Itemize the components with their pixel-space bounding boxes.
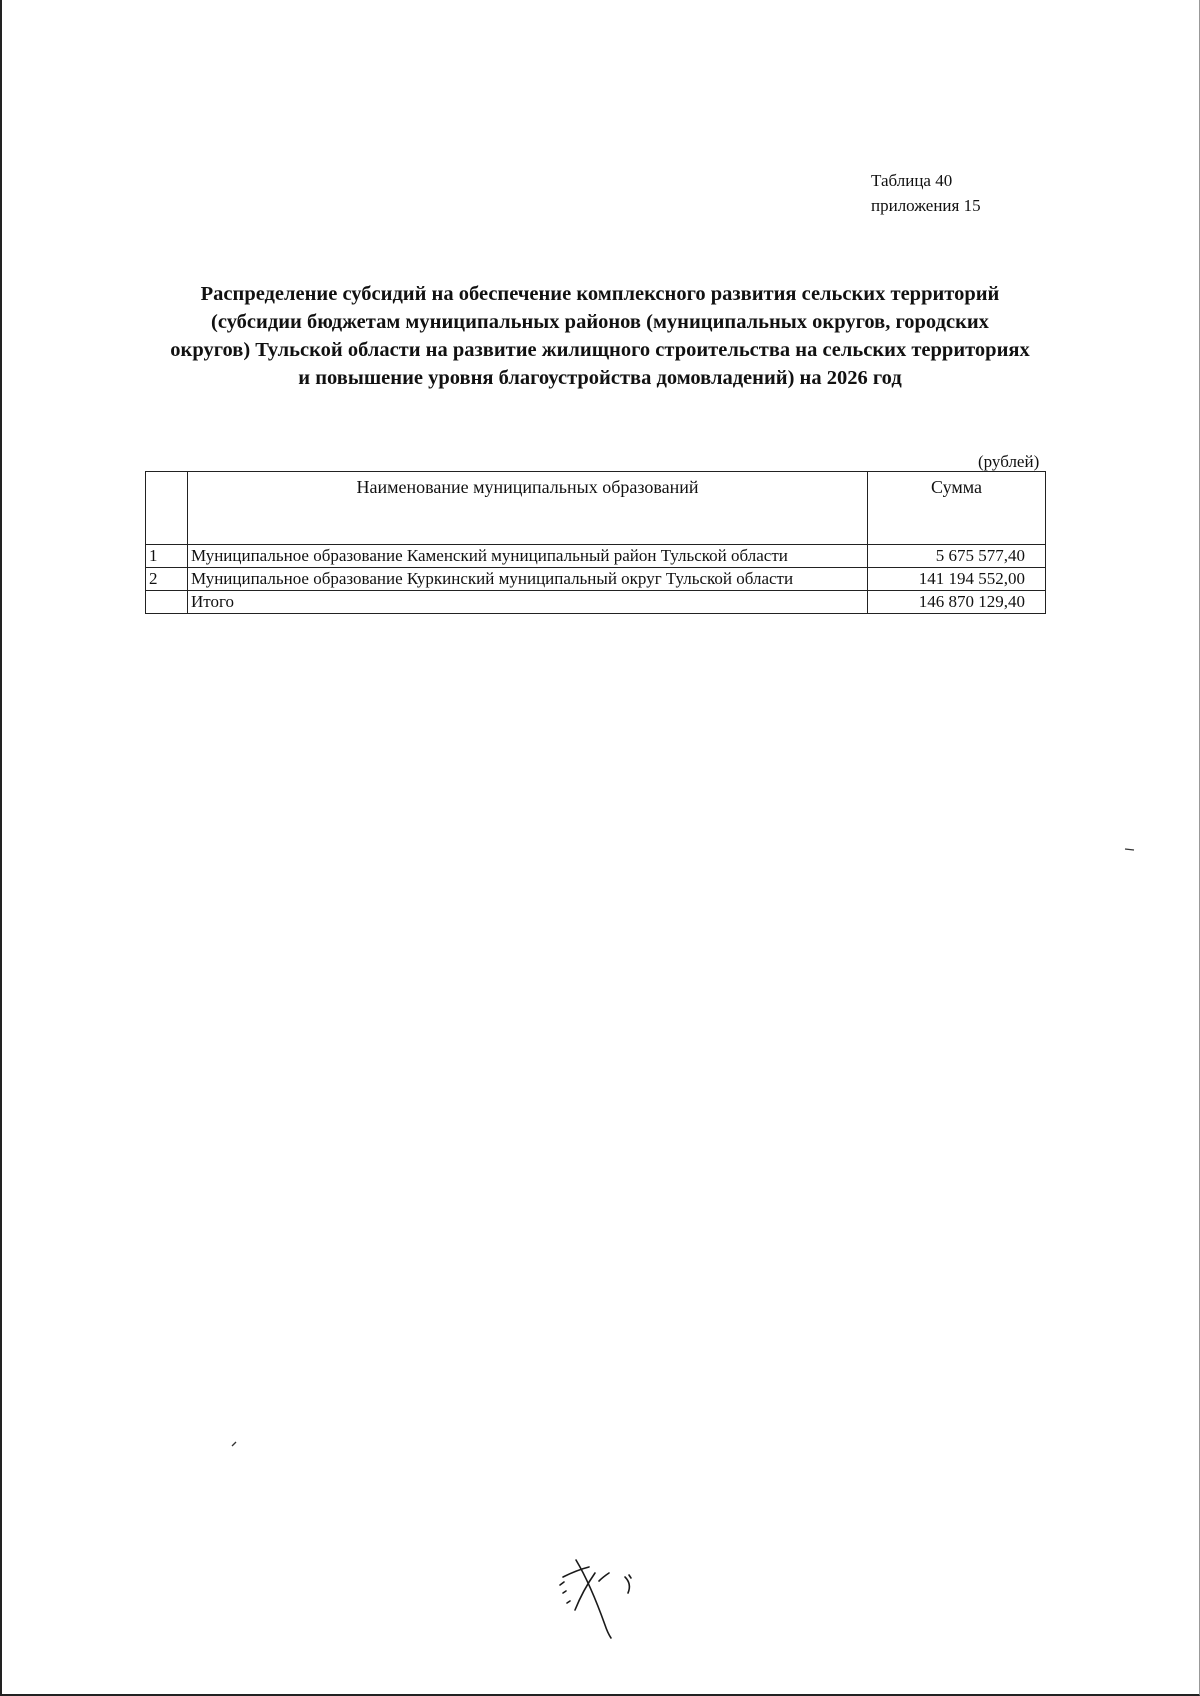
row-number-cell: 2 xyxy=(146,568,188,591)
table-header-row xyxy=(146,472,1046,545)
total-label-cell: Итого xyxy=(188,591,868,614)
scan-mark xyxy=(230,1438,240,1448)
header-sum-cell: Сумма xyxy=(868,472,1046,545)
total-number-cell xyxy=(146,591,188,614)
row-sum-cell: 5 675 577,40 xyxy=(868,545,1046,568)
header-name-cell: Наименование муниципальных образований xyxy=(188,472,868,545)
subsidy-table xyxy=(145,471,1046,614)
table-row xyxy=(146,545,1046,568)
row-number-cell: 1 xyxy=(146,545,188,568)
title-line-3: округов) Тульской области на развитие жилищного строительства на сельских территориях xyxy=(170,339,1030,361)
table-total-row xyxy=(146,591,1046,614)
caption-table-number: Таблица 40 xyxy=(871,171,953,190)
scan-mark xyxy=(1124,846,1136,852)
title-line-1: Распределение субсидий на обеспечение комплексного развития сельских территорий xyxy=(200,283,1000,305)
title-line-4: и повышение уровня благоустройства домовладений) на 2026 год xyxy=(298,367,902,389)
signature-image xyxy=(555,1555,645,1640)
document-title xyxy=(140,280,1060,392)
table-row xyxy=(146,568,1046,591)
row-sum-cell: 141 194 552,00 xyxy=(868,568,1046,591)
unit-label: (рублей) xyxy=(978,452,1040,471)
caption-appendix-number: приложения 15 xyxy=(871,196,981,215)
row-name-cell: Муниципальное образование Куркинский муниципальный округ Тульской области xyxy=(188,568,868,591)
header-number-cell xyxy=(146,472,188,545)
title-line-2: (субсидии бюджетам муниципальных районов (муниципальных округов, городских xyxy=(211,311,989,333)
row-name-cell: Муниципальное образование Каменский муниципальный район Тульской области xyxy=(188,545,868,568)
table-caption xyxy=(871,168,981,218)
total-sum-cell: 146 870 129,40 xyxy=(868,591,1046,614)
